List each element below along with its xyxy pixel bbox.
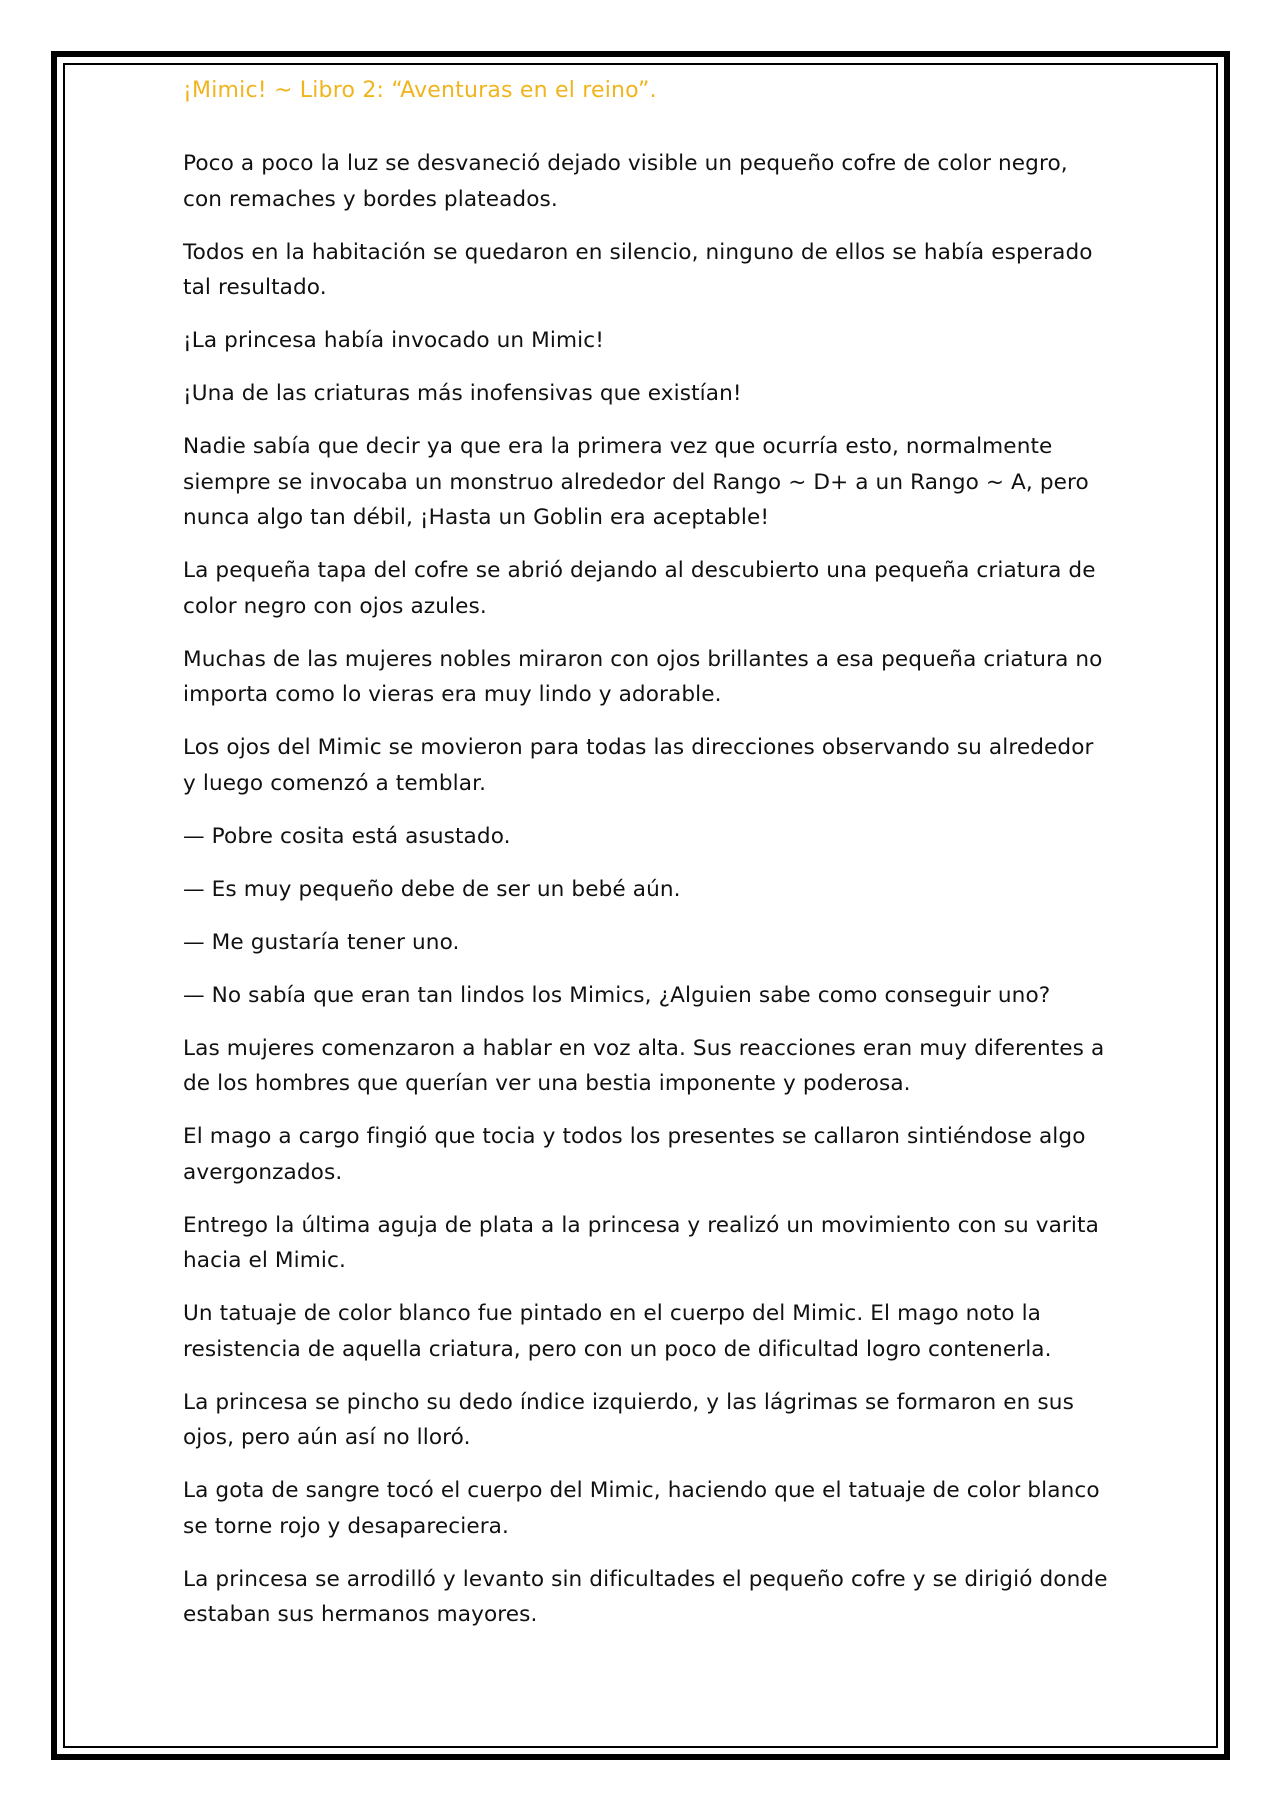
dialogue-line: — Pobre cosita está asustado. [183, 823, 511, 849]
paragraph: Entrego la última aguja de plata a la princesa y realizó un movimiento con su varita hacia el Mimic. [183, 1212, 1099, 1273]
book-header-title: ¡Mimic! ~ Libro 2: “Aventuras en el reino”. [183, 78, 657, 103]
paragraph: La pequeña tapa del cofre se abrió dejando al descubierto una pequeña criatura de color negro con ojos azules. [183, 558, 1096, 619]
paragraph: ¡Una de las criaturas más inofensivas que existían! [183, 381, 742, 406]
dialogue-line: — Me gustaría tener uno. [183, 929, 460, 955]
paragraph: Todos en la habitación se quedaron en silencio, ninguno de ellos se había esperado tal resultado. [183, 239, 1093, 300]
paragraph: Muchas de las mujeres nobles miraron con ojos brillantes a esa pequeña criatura no importa como lo vieras era muy lindo y adorable. [183, 646, 1103, 707]
paragraph: Los ojos del Mimic se movieron para todas las direcciones observando su alrededor y luego comenzó a temblar. [183, 735, 1094, 796]
paragraph: Un tatuaje de color blanco fue pintado en el cuerpo del Mimic. El mago noto la resistencia de aquella criatura, pero con un poco de dificultad logro contenerla. [183, 1301, 1052, 1362]
paragraph: Poco a poco la luz se desvaneció dejado visible un pequeño cofre de color negro, con remaches y bordes plateados. [183, 151, 1068, 212]
dialogue-line: — No sabía que eran tan lindos los Mimics, ¿Alguien sabe como conseguir uno? [183, 982, 1051, 1008]
paragraph: Nadie sabía que decir ya que era la primera vez que ocurría esto, normalmente siempre se invocaba un monstruo alrededor del Rango ~ D+ a un Rango ~ A, pero nunca algo tan débil, ¡Hasta un Goblin era aceptable! [183, 434, 1089, 530]
paragraph: El mago a cargo fingió que tocia y todos los presentes se callaron sintiéndose algo avergonzados. [183, 1124, 1086, 1185]
paragraph: La princesa se arrodilló y levanto sin dificultades el pequeño cofre y se dirigió donde estaban sus hermanos mayores. [183, 1566, 1108, 1627]
paragraph: ¡La princesa había invocado un Mimic! [183, 328, 604, 353]
paragraph: Las mujeres comenzaron a hablar en voz alta. Sus reacciones eran muy diferentes a de los hombres que querían ver una bestia imponente y poderosa. [183, 1035, 1105, 1096]
paragraph: La gota de sangre tocó el cuerpo del Mimic, haciendo que el tatuaje de color blanco se torne rojo y desapareciera. [183, 1478, 1100, 1539]
paragraph: La princesa se pincho su dedo índice izquierdo, y las lágrimas se formaron en sus ojos, pero aún así no lloró. [183, 1389, 1074, 1450]
dialogue-line: — Es muy pequeño debe de ser un bebé aún. [183, 876, 681, 902]
page-content [183, 74, 1113, 1650]
